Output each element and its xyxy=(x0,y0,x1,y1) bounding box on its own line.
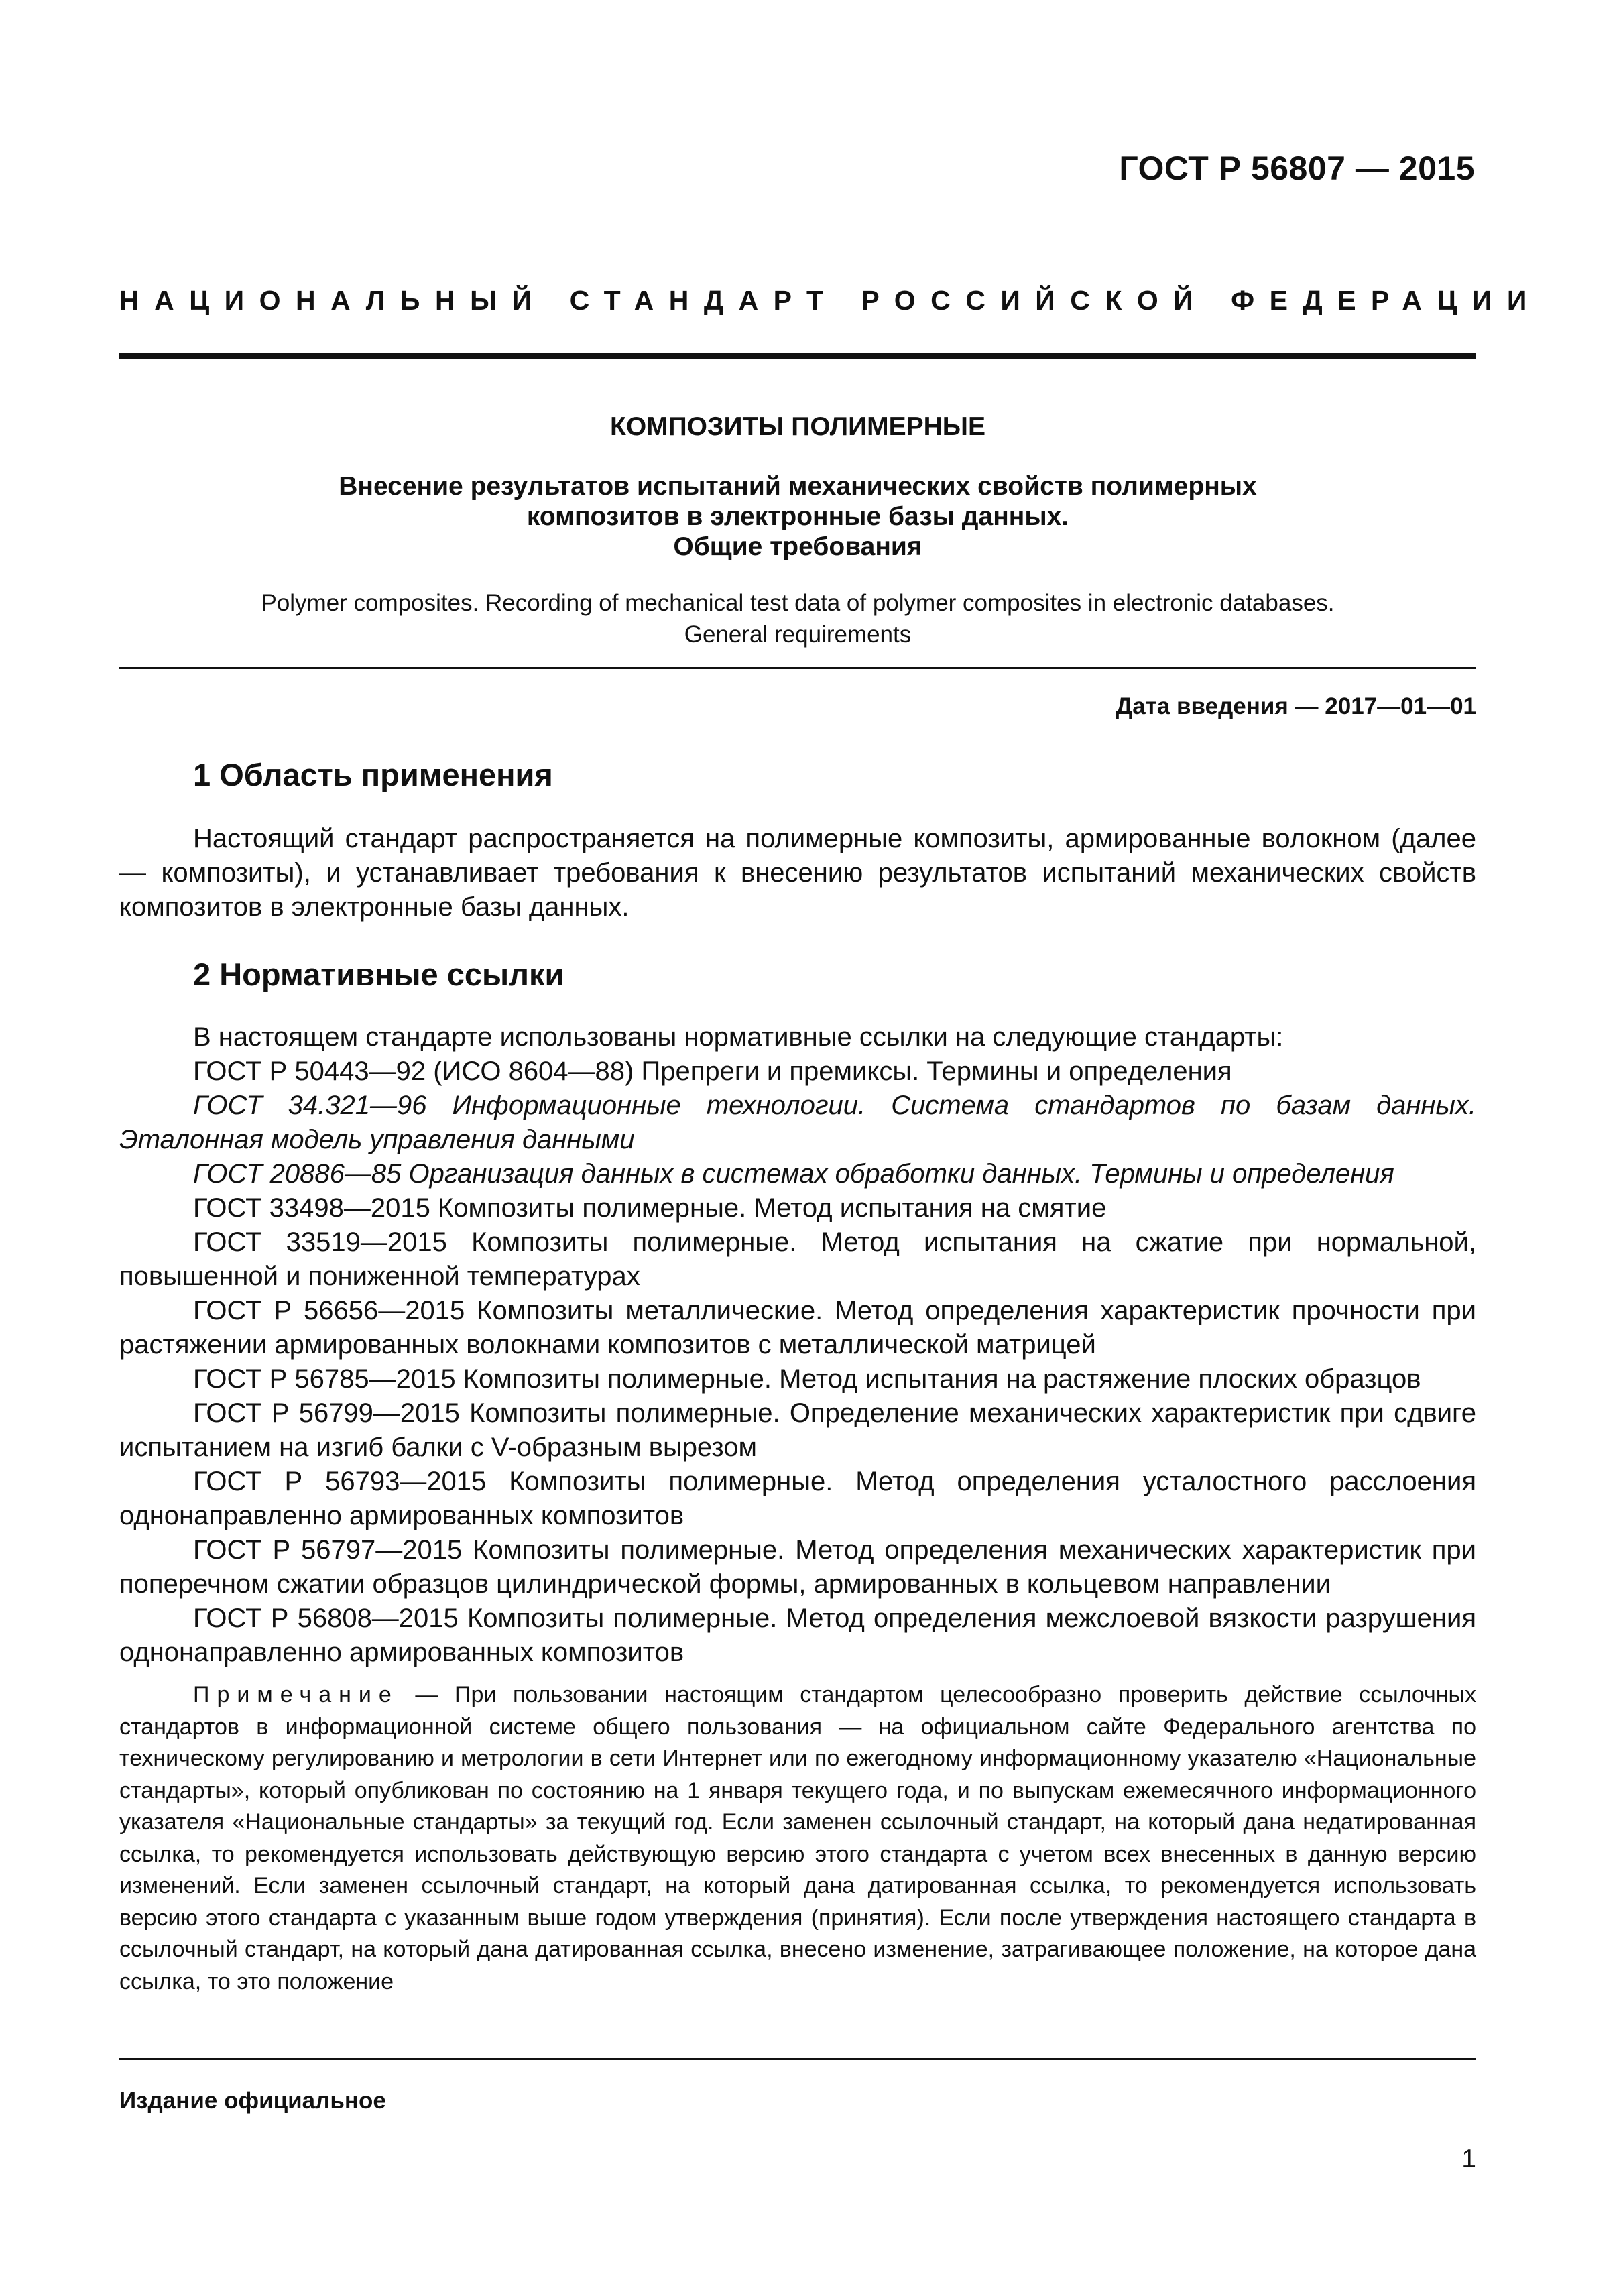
page-number: 1 xyxy=(1461,2144,1476,2173)
subtitle-line: Общие требования xyxy=(673,532,922,561)
reference-item: ГОСТ 33498—2015 Композиты полимерные. Метод испытания на смятие xyxy=(193,1193,1107,1223)
english-title-line: Polymer composites. Recording of mechanical test data of polymer composites in electronic databases. xyxy=(261,590,1335,616)
reference-item: ГОСТ Р 56808—2015 Композиты полимерные. Метод определения межслоевой вязкости разрушения однонаправленно армированных композитов xyxy=(119,1604,1476,1667)
introduction-date: Дата введения — 2017—01—01 xyxy=(1116,693,1476,719)
document-subtitle xyxy=(119,471,1476,562)
reference-item: ГОСТ 33519—2015 Композиты полимерные. Метод испытания на сжатие при нормальной, повышенной и пониженной температурах xyxy=(119,1227,1476,1291)
subtitle-line: Внесение результатов испытаний механических свойств полимерных xyxy=(339,472,1257,501)
section-body xyxy=(119,822,1476,924)
reference-item: ГОСТ Р 56799—2015 Композиты полимерные. Определение механических характеристик при сдвиге испытанием на изгиб балки с V-образным вырезом xyxy=(119,1398,1476,1462)
note-label: Примечание xyxy=(193,1682,399,1707)
note-text: — При пользовании настоящим стандартом целесообразно проверить действие ссылочных стандартов в информационной системе общего пользования — на официальном сайте Федерального агентства по техническому регулированию и метрологии в сети Интернет или по ежегодному информационному указателю «Национальные стандарты», который опубликован по состоянию на 1 января текущего года, и по выпускам ежемесячного информационного указателя «Национальные стандарты» за текущий год. Если заменен ссылочный стандарт, на который дана недатированная ссылка, то рекомендуется использовать действующую версию этого стандарта с учетом всех внесенных в данную версию изменений. Если заменен ссылочный стандарт, на который дана датированная ссылка, то рекомендуется использовать версию этого стандарта с указанным выше годом утверждения (принятия). Если после утверждения настоящего стандарта в ссылочный стандарт, на который дана датированная ссылка, внесено изменение, затрагивающее положение, на которое дана ссылка, то это положение xyxy=(119,1682,1476,1994)
english-title-line: General requirements xyxy=(684,621,912,648)
note xyxy=(119,1679,1476,1998)
reference-item: ГОСТ Р 50443—92 (ИСО 8604—88) Препреги и премиксы. Термины и определения xyxy=(193,1056,1232,1086)
national-standard-banner: НАЦИОНАЛЬНЫЙ СТАНДАРТ РОССИЙСКОЙ ФЕДЕРАЦИИ xyxy=(119,285,1542,316)
edition-label: Издание официальное xyxy=(119,2088,386,2114)
reference-item: ГОСТ 34.321—96 Информационные технологии. Система стандартов по базам данных. Эталонная модель управления данными xyxy=(119,1091,1476,1154)
reference-item: ГОСТ Р 56797—2015 Композиты полимерные. Метод определения механических характеристик при поперечном сжатии образцов цилиндрической формы, армированных в кольцевом направлении xyxy=(119,1535,1476,1599)
footer-divider xyxy=(119,2058,1476,2060)
english-title xyxy=(119,587,1476,650)
document-id: ГОСТ Р 56807 — 2015 xyxy=(1119,149,1475,187)
paragraph: Настоящий стандарт распространяется на полимерные композиты, армированные волокном (далее — композиты), и устанавливает требования к внесению результатов испытаний механических свойств композитов в электронные базы данных. xyxy=(119,824,1476,922)
document-title: КОМПОЗИТЫ ПОЛИМЕРНЫЕ xyxy=(610,412,985,441)
section-body xyxy=(119,1020,1476,1670)
paragraph: В настоящем стандарте использованы нормативные ссылки на следующие стандарты: xyxy=(193,1022,1284,1052)
reference-item: ГОСТ Р 56785—2015 Композиты полимерные. Метод испытания на растяжение плоских образцов xyxy=(193,1364,1421,1394)
reference-item: ГОСТ Р 56793—2015 Композиты полимерные. Метод определения усталостного расслоения однонаправленно армированных композитов xyxy=(119,1467,1476,1530)
section-heading: 2 Нормативные ссылки xyxy=(193,957,564,992)
title-divider xyxy=(119,667,1476,669)
subtitle-line: композитов в электронные базы данных. xyxy=(526,502,1069,531)
reference-item: ГОСТ 20886—85 Организация данных в системах обработки данных. Термины и определения xyxy=(193,1159,1394,1189)
section-heading: 1 Область применения xyxy=(193,757,553,792)
reference-item: ГОСТ Р 56656—2015 Композиты металлические. Метод определения характеристик прочности при растяжении армированных волокнами композитов с металлической матрицей xyxy=(119,1296,1476,1360)
header-divider xyxy=(119,353,1476,359)
